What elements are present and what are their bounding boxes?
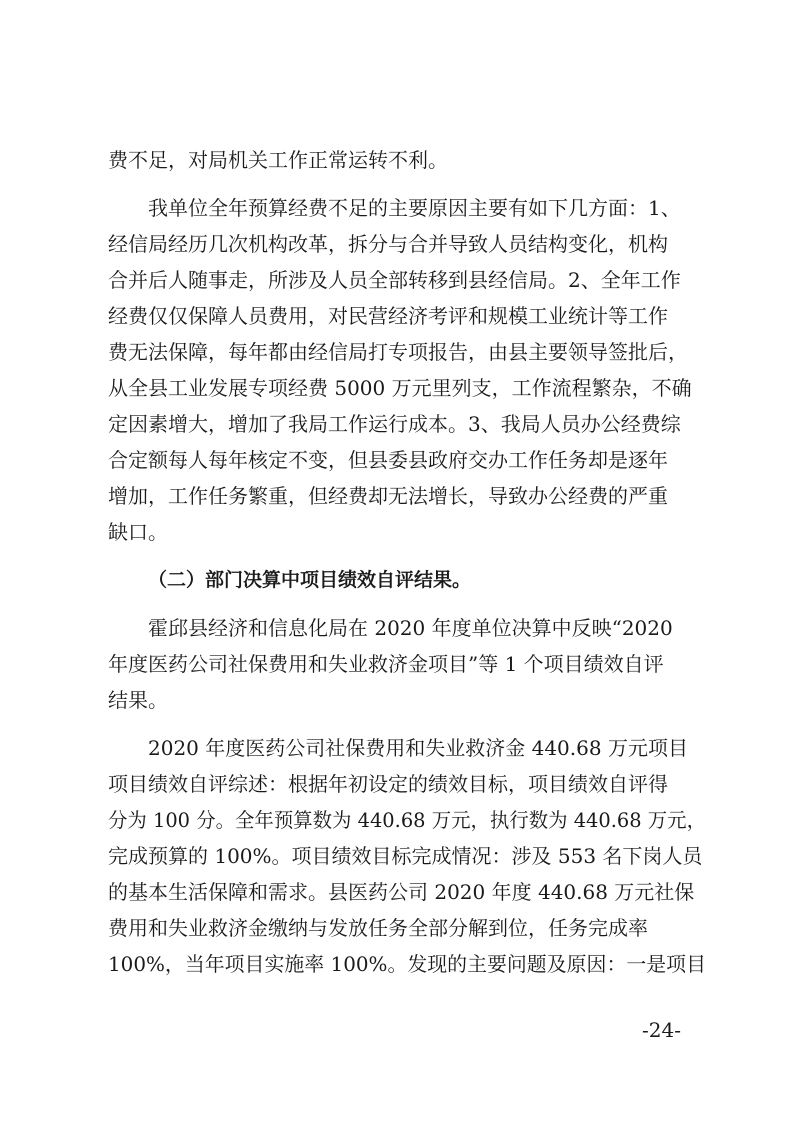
line-text: 经信局经历几次机构改革，拆分与合并导致人员结构变化，机构	[108, 232, 668, 256]
section-heading-text: （二）部门决算中项目绩效自评结果。	[148, 569, 472, 591]
line-text: 费无法保障，每年都由经信局打专项报告，由县主要领导签批后，	[108, 340, 688, 364]
paragraph-start-line	[0, 610, 793, 646]
text-line	[0, 262, 793, 298]
line-text: 增加，工作任务繁重，但经费却无法增长，导致办公经费的严重	[108, 484, 668, 508]
text-line	[0, 334, 793, 370]
line-text: 合并后人随事走，所涉及人员全部转移到县经信局。2、全年工作	[108, 268, 681, 292]
line-text: 定因素增大，增加了我局工作运行成本。3、我局人员办公经费综	[108, 412, 681, 436]
text-line	[0, 874, 793, 910]
text-line	[0, 766, 793, 802]
text-line	[0, 226, 793, 262]
text-line	[0, 298, 793, 334]
text-line	[0, 910, 793, 946]
line-text: 经费仅仅保障人员费用，对民营经济考评和规模工业统计等工作	[108, 304, 668, 328]
text-line	[0, 802, 793, 838]
text-line	[0, 442, 793, 478]
page-number: -24-	[642, 1018, 681, 1042]
line-text: 霍邱县经济和信息化局在 2020 年度单位决算中反映“2020	[148, 616, 673, 640]
section-heading	[0, 562, 793, 598]
line-text: 项目绩效自评综述：根据年初设定的绩效目标，项目绩效自评得	[108, 772, 668, 796]
text-line	[0, 514, 793, 550]
text-line	[0, 946, 793, 982]
text-line	[0, 478, 793, 514]
line-text: 年度医药公司社保费用和失业救济金项目”等 1 个项目绩效自评	[108, 652, 664, 676]
text-line	[0, 142, 793, 178]
text-line	[0, 838, 793, 874]
line-text: 缺口。	[108, 520, 168, 544]
text-line	[0, 370, 793, 406]
paragraph-start-line	[0, 190, 793, 226]
line-text: 费用和失业救济金缴纳与发放任务全部分解到位，任务完成率	[108, 916, 648, 940]
paragraph-start-line	[0, 730, 793, 766]
line-text: 2020 年度医药公司社保费用和失业救济金 440.68 万元项目	[148, 736, 688, 760]
text-line	[0, 682, 793, 718]
line-text: 我单位全年预算经费不足的主要原因主要有如下几方面：1、	[148, 196, 681, 220]
line-text: 费不足，对局机关工作正常运转不利。	[108, 148, 448, 172]
line-text: 100%，当年项目实施率 100%。发现的主要问题及原因：一是项目	[108, 952, 706, 976]
text-line	[0, 406, 793, 442]
line-text: 分为 100 分。全年预算数为 440.68 万元，执行数为 440.68 万元，	[108, 808, 706, 832]
text-line	[0, 646, 793, 682]
line-text: 合定额每人每年核定不变，但县委县政府交办工作任务却是逐年	[108, 448, 668, 472]
line-text: 从全县工业发展专项经费 5000 万元里列支，工作流程繁杂，不确	[108, 376, 692, 400]
line-text: 完成预算的 100%。项目绩效目标完成情况：涉及 553 名下岗人员	[108, 844, 703, 868]
line-text: 结果。	[108, 688, 168, 712]
line-text: 的基本生活保障和需求。县医药公司 2020 年度 440.68 万元社保	[108, 880, 695, 904]
